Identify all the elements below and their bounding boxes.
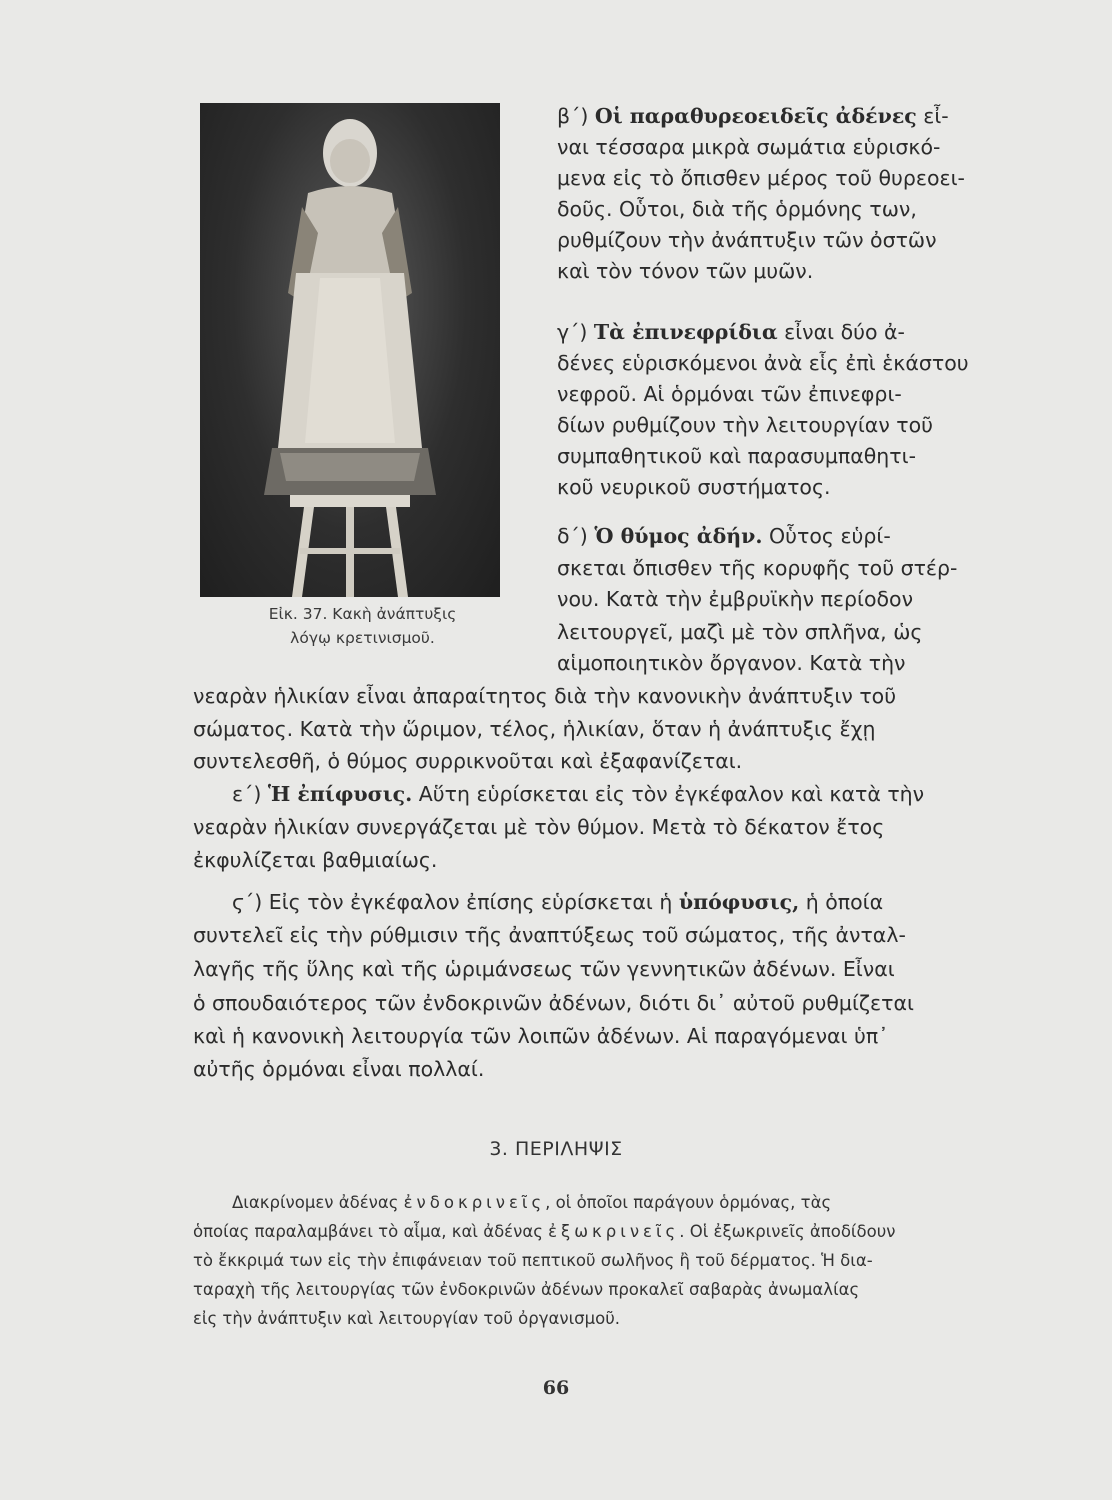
standing-figure-image xyxy=(200,103,500,597)
summary-line: εἰς τὴν ἀνάπτυξιν καὶ λειτουργίαν τοῦ ὀργανισμοῦ. xyxy=(193,1309,621,1328)
term-parathyroid: Οἱ παραθυρεοειδεῖς ἀδένες xyxy=(594,104,917,128)
text-line: κοῦ νευρικοῦ συστήματος. xyxy=(557,475,831,499)
text-line: νεφροῦ. Αἱ ὁρμόναι τῶν ἐπινεφρι- xyxy=(557,382,902,406)
text-line: δένες εὑρισκόμενοι ἀνὰ εἷς ἐπὶ ἑκάστου xyxy=(557,351,969,375)
term-pineal: Ἡ ἐπίφυσις. xyxy=(267,782,413,806)
text-line: δοῦς. Οὗτοι, διὰ τῆς ὁρμόνης των, xyxy=(557,197,917,221)
text-line: αἱμοποιητικὸν ὄργανον. Κατὰ τὴν xyxy=(557,651,906,675)
figure-photo xyxy=(200,103,500,597)
term-pituitary: ὑπόφυσις, xyxy=(678,890,800,914)
term-exocrine: ἐξωκρινεῖς xyxy=(548,1222,680,1241)
text-line: δ΄) Ὁ θύμος ἀδήν. Οὗτος εὑρί- xyxy=(557,524,891,548)
text-line: συντελεῖ εἰς τὴν ρύθμισιν τῆς ἀναπτύξεως τοῦ σώματος, τῆς ἀνταλ- xyxy=(193,923,906,947)
text-line: λαγῆς τῆς ὕλης καὶ τῆς ὡριμάνσεως τῶν γεννητικῶν ἀδένων. Εἶναι xyxy=(193,957,895,981)
figure-caption xyxy=(200,602,525,650)
term-adrenals: Τὰ ἐπινεφρίδια xyxy=(593,320,778,344)
text-line: καὶ τὸν τόνον τῶν μυῶν. xyxy=(557,259,814,283)
term-endocrine: ἐνδοκρινεῖς xyxy=(403,1193,546,1212)
text-line: συντελεσθῆ, ὁ θύμος συρρικνοῦται καὶ ἐξαφανίζεται. xyxy=(193,749,743,773)
text-line: νεαρὰν ἡλικίαν συνεργάζεται μὲ τὸν θύμον. Μετὰ τὸ δέκατον ἔτος xyxy=(193,815,885,839)
text-line: συμπαθητικοῦ καὶ παρασυμπαθητι- xyxy=(557,444,916,468)
term-thymus: Ὁ θύμος ἀδήν. xyxy=(594,524,763,548)
text-line: μενα εἰς τὸ ὄπισθεν μέρος τοῦ θυρεοει- xyxy=(557,166,965,190)
section-heading: 3. ΠΕΡΙΛΗΨΙΣ xyxy=(489,1138,623,1160)
text-line: ἐκφυλίζεται βαθμιαίως. xyxy=(193,848,438,872)
summary-line: Διακρίνομεν ἀδένας ἐνδοκρινεῖς, οἱ ὁποῖοι παράγουν ὁρμόνας, τὰς xyxy=(232,1193,832,1212)
text-line: σκεται ὄπισθεν τῆς κορυφῆς τοῦ στέρ- xyxy=(557,556,958,580)
caption-line: λόγῳ κρετινισμοῦ. xyxy=(290,629,435,647)
text-line: σώματος. Κατὰ τὴν ὥριμον, τέλος, ἡλικίαν, ὅταν ἡ ἀνάπτυξις ἔχῃ xyxy=(193,717,876,741)
text-line: δίων ρυθμίζουν τὴν λειτουργίαν τοῦ xyxy=(557,413,934,437)
text-line: ὁ σπουδαιότερος τῶν ἐνδοκρινῶν ἀδένων, διότι δι᾽ αὐτοῦ ρυθμίζεται xyxy=(193,991,914,1015)
text-line: γ΄) Τὰ ἐπινεφρίδια εἶναι δύο ἀ- xyxy=(557,320,905,344)
text-line: νου. Κατὰ τὴν ἐμβρυϊκὴν περίοδον xyxy=(557,587,914,611)
summary-line: ὁποίας παραλαμβάνει τὸ αἷμα, καὶ ἀδένας ἐξωκρινεῖς. Οἱ ἐξωκρινεῖς ἀποδίδουν xyxy=(193,1222,896,1241)
text-line: ρυθμίζουν τὴν ἀνάπτυξιν τῶν ὀστῶν xyxy=(557,228,937,252)
text-line: νεαρὰν ἡλικίαν εἶναι ἀπαραίτητος διὰ τὴν κανονικὴν ἀνάπτυξιν τοῦ xyxy=(193,684,897,708)
text-line: αὐτῆς ὁρμόναι εἶναι πολλαί. xyxy=(193,1057,485,1081)
text-line: ε΄) Ἡ ἐπίφυσις. Αὕτη εὑρίσκεται εἰς τὸν ἐγκέφαλον καὶ κατὰ τὴν xyxy=(232,782,925,806)
text-line: ναι τέσσαρα μικρὰ σωμάτια εὑρισκό- xyxy=(557,135,941,159)
text-line: β΄) Οἱ παραθυρεοειδεῖς ἀδένες εἶ- xyxy=(557,104,949,128)
text-line: ϛ΄) Εἰς τὸν ἐγκέφαλον ἐπίσης εὑρίσκεται ἡ ὑπόφυσις, ἡ ὁποία xyxy=(232,890,884,914)
page-number: 66 xyxy=(542,1377,570,1399)
caption-line: Εἰκ. 37. Κακὴ ἀνάπτυξις xyxy=(268,605,457,623)
summary-line: τὸ ἔκκριμά των εἰς τὴν ἐπιφάνειαν τοῦ πεπτικοῦ σωλῆνος ἢ τοῦ δέρματος. Ἡ δια- xyxy=(193,1251,873,1270)
text-line: καὶ ἡ κανονικὴ λειτουργία τῶν λοιπῶν ἀδένων. Αἱ παραγόμεναι ὑπ᾽ xyxy=(193,1024,889,1048)
summary-line: ταραχὴ τῆς λειτουργίας τῶν ἐνδοκρινῶν ἀδένων προκαλεῖ σαβαρὰς ἀνωμαλίας xyxy=(193,1280,860,1299)
text-line: λειτουργεῖ, μαζὶ μὲ τὸν σπλῆνα, ὡς xyxy=(557,620,923,644)
